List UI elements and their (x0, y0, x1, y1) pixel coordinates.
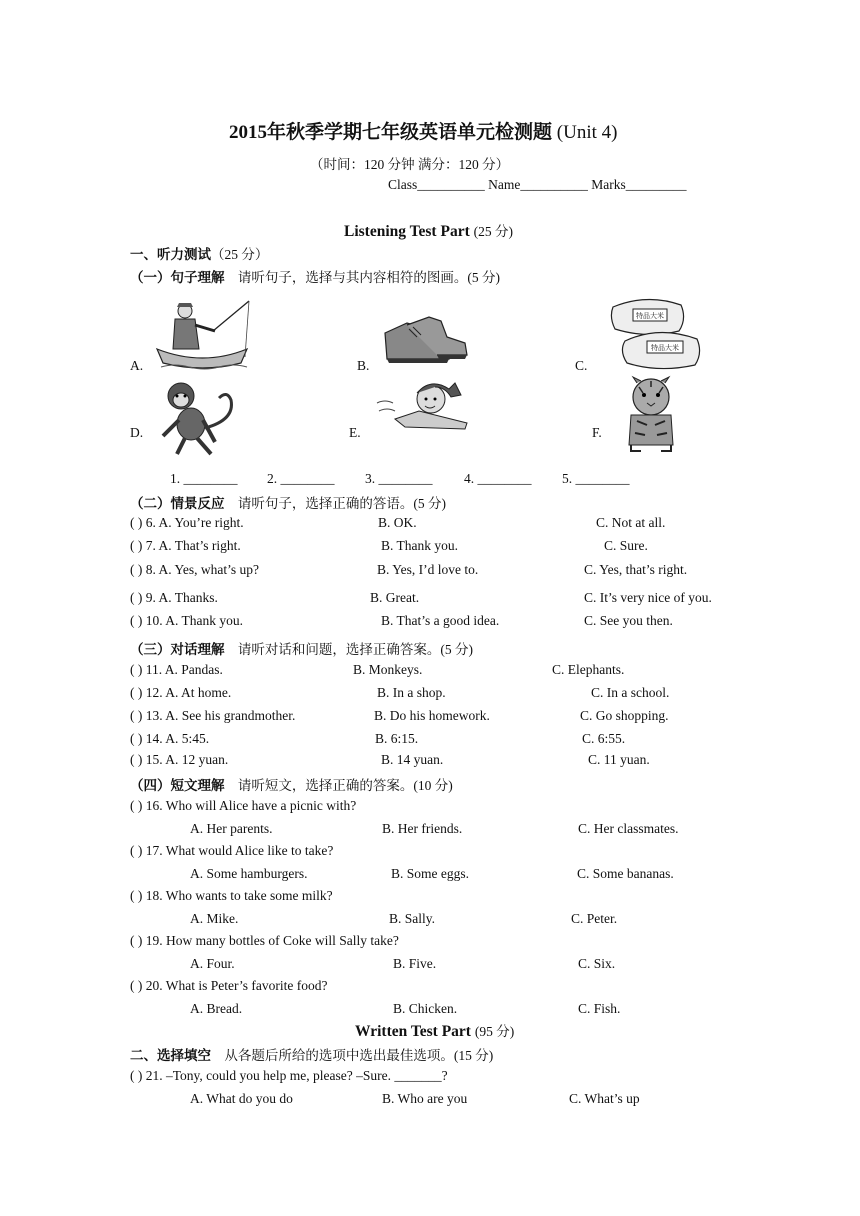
svg-text:特品大米: 特品大米 (636, 312, 664, 320)
part-3-title: （三）对话理解 (130, 642, 225, 657)
page-title (229, 117, 617, 144)
part-2-heading (130, 492, 446, 512)
question-10-option-c: C. See you then. (584, 613, 673, 628)
question-17: ( ) 17. What would Alice like to take? (130, 843, 334, 858)
question-15-option-c: C. 11 yuan. (588, 752, 650, 767)
question-20-option-b: B. Chicken. (393, 1001, 458, 1016)
question-18-option-c: C. Peter. (571, 911, 618, 926)
question-21-option-c: C. What’s up (569, 1091, 640, 1106)
written-heading-points: (95 分) (474, 1024, 515, 1039)
answer-blank-5[interactable]: 5. ________ (562, 471, 630, 486)
written-heading (355, 1020, 514, 1041)
question-6-option-b: B. OK. (378, 515, 417, 530)
part-4-instruction: 请听短文，选择正确的答案。(10 分) (237, 778, 453, 793)
part-3-heading (130, 638, 473, 658)
section-2-title: 二、选择填空 (130, 1048, 211, 1063)
question-12-option-b: B. In a shop. (377, 685, 446, 700)
question-11-option-c: C. Elephants. (552, 662, 625, 677)
monkey-picture (155, 380, 240, 458)
listening-heading-points: (25 分) (473, 224, 513, 239)
question-18-option-b: B. Sally. (389, 911, 436, 926)
question-21-option-a: A. What do you do (190, 1091, 293, 1106)
question-20-option-c: C. Fish. (578, 1001, 621, 1016)
question-9-option-c: C. It’s very nice of you. (584, 590, 712, 605)
question-16-option-b: B. Her friends. (382, 821, 463, 836)
time-info: （时间：120 分钟 满分：120 分） (310, 157, 510, 172)
section-2-instruction: 从各题后所给的选项中选出最佳选项。(15 分) (224, 1048, 494, 1063)
title-unit: (Unit 4) (556, 122, 618, 143)
swimming-girl-picture (375, 373, 473, 435)
section-1-points: （25 分） (211, 247, 269, 262)
written-heading-text: Written Test Part (355, 1023, 471, 1040)
question-14-option-c: C. 6:55. (582, 731, 626, 746)
question-15-option-b: B. 14 yuan. (381, 752, 444, 767)
listening-heading (344, 220, 513, 241)
question-13-option-c: C. Go shopping. (580, 708, 669, 723)
question-13: ( ) 13. A. See his grandmother. (130, 708, 296, 723)
question-16: ( ) 16. Who will Alice have a picnic with? (130, 798, 357, 813)
question-14-option-b: B. 6:15. (375, 731, 419, 746)
question-19-option-b: B. Five. (393, 956, 437, 971)
svg-text:特品大米: 特品大米 (651, 344, 679, 352)
answer-blank-4[interactable]: 4. ________ (464, 471, 532, 486)
part-2-title: （二）情景反应 (130, 496, 225, 511)
question-6-option-c: C. Not at all. (596, 515, 666, 530)
question-7-option-c: C. Sure. (604, 538, 648, 553)
question-14: ( ) 14. A. 5:45. (130, 731, 210, 746)
part-1-heading (130, 266, 500, 286)
question-12: ( ) 12. A. At home. (130, 685, 232, 700)
question-10-option-b: B. That’s a good idea. (381, 613, 500, 628)
question-11: ( ) 11. A. Pandas. (130, 662, 223, 677)
question-8-option-b: B. Yes, I’d love to. (377, 562, 479, 577)
question-19: ( ) 19. How many bottles of Coke will Sally take? (130, 933, 399, 948)
question-15: ( ) 15. A. 12 yuan. (130, 752, 229, 767)
rice-bags-picture (607, 293, 705, 371)
picture-label-a: A. (130, 358, 144, 373)
fisherman-boat-picture (155, 297, 251, 371)
question-20: ( ) 20. What is Peter’s favorite food? (130, 978, 328, 993)
picture-label-b: B. (357, 358, 370, 373)
question-7: ( ) 7. A. That’s right. (130, 538, 241, 553)
question-17-option-a: A. Some hamburgers. (190, 866, 308, 881)
question-7-option-b: B. Thank you. (381, 538, 458, 553)
question-17-option-b: B. Some eggs. (391, 866, 470, 881)
class-name-marks-field: Class__________ Name__________ Marks_________ (388, 177, 687, 192)
question-16-option-a: A. Her parents. (190, 821, 273, 836)
question-10: ( ) 10. A. Thank you. (130, 613, 243, 628)
question-19-option-c: C. Six. (578, 956, 616, 971)
part-4-title: （四）短文理解 (130, 778, 225, 793)
question-20-option-a: A. Bread. (190, 1001, 243, 1016)
section-2-heading (130, 1044, 493, 1064)
part-3-instruction: 请听对话和问题，选择正确答案。(5 分) (237, 642, 473, 657)
question-18-option-a: A. Mike. (190, 911, 239, 926)
question-17-option-c: C. Some bananas. (577, 866, 674, 881)
part-4-heading (130, 774, 453, 794)
part-2-instruction: 请听句子，选择正确的答语。(5 分) (237, 496, 446, 511)
question-13-option-b: B. Do his homework. (374, 708, 490, 723)
answer-blank-3[interactable]: 3. ________ (365, 471, 433, 486)
question-16-option-c: C. Her classmates. (578, 821, 679, 836)
tiger-picture (617, 375, 687, 453)
part-1-title: （一）句子理解 (130, 270, 225, 285)
question-11-option-b: B. Monkeys. (353, 662, 423, 677)
title-text: 2015年秋季学期七年级英语单元检测题 (229, 122, 553, 143)
part-1-instruction: 请听句子，选择与其内容相符的图画。(5 分) (237, 270, 500, 285)
picture-label-e: E. (349, 425, 361, 440)
question-9: ( ) 9. A. Thanks. (130, 590, 218, 605)
section-1-title (130, 243, 268, 263)
question-19-option-a: A. Four. (190, 956, 235, 971)
section-1-name: 一、听力测试 (130, 247, 211, 262)
question-6: ( ) 6. A. You’re right. (130, 515, 244, 530)
question-21-option-b: B. Who are you (382, 1091, 468, 1106)
question-9-option-b: B. Great. (370, 590, 420, 605)
answer-blank-2[interactable]: 2. ________ (267, 471, 335, 486)
picture-label-f: F. (592, 425, 602, 440)
picture-label-c: C. (575, 358, 588, 373)
shoes-picture (377, 315, 469, 369)
answer-blank-1[interactable]: 1. ________ (170, 471, 238, 486)
question-21: ( ) 21. –Tony, could you help me, please? –Sure. _______? (130, 1068, 448, 1083)
question-12-option-c: C. In a school. (591, 685, 670, 700)
listening-heading-text: Listening Test Part (344, 223, 470, 240)
question-8-option-c: C. Yes, that’s right. (584, 562, 688, 577)
question-8: ( ) 8. A. Yes, what’s up? (130, 562, 260, 577)
picture-label-d: D. (130, 425, 144, 440)
question-18: ( ) 18. Who wants to take some milk? (130, 888, 333, 903)
